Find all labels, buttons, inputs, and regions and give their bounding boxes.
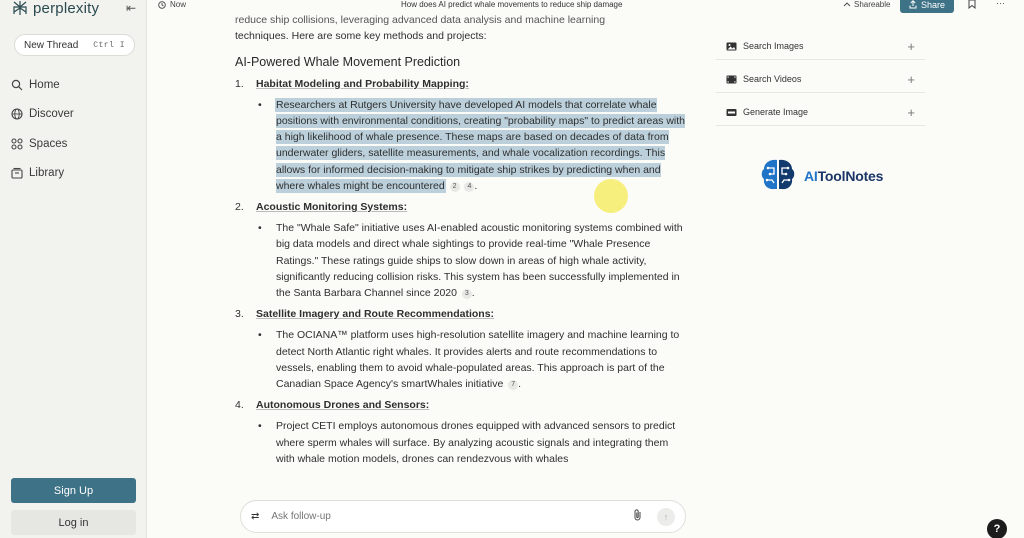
share-link-icon <box>843 1 851 9</box>
citation-badge[interactable]: 2 <box>450 182 460 192</box>
sidebar-item-discover[interactable] <box>11 100 74 130</box>
section-heading: AI-Powered Whale Movement Prediction <box>235 55 461 70</box>
list-item <box>235 397 690 467</box>
wordmark-rest: ToolNotes <box>817 168 884 184</box>
sign-up-button[interactable]: Sign Up <box>11 478 136 503</box>
media-panel <box>716 33 925 132</box>
plus-icon[interactable]: + <box>907 71 915 87</box>
bullet-dot: • <box>258 98 262 111</box>
intro-cut-line: reduce ship collisions, leveraging advanced data analysis and machine learning <box>235 14 606 26</box>
bullet-paragraph <box>235 97 690 194</box>
citation-badge[interactable]: 7 <box>508 380 518 390</box>
list-title-text: Acoustic Monitoring Systems: <box>256 201 408 214</box>
list-number: 3. <box>235 308 244 321</box>
generate-image-label: Generate Image <box>743 107 809 117</box>
list-number: 1. <box>235 77 244 90</box>
answer-content <box>235 12 690 472</box>
bullet-text-block: Researchers at Rutgers University have developed AI models that correlate whale positions with environmental conditions, creating "probability maps" to predict areas with a high likelihood of whale presence. These maps are based on decades of data from underwater gliders, satellite measurements, and whale vocalization recordings. This allows for informed decision-making to mitigate ship strikes by predicting when and where whales might be encountered 2 4 . <box>276 98 685 192</box>
cursor-highlight <box>594 179 628 213</box>
search-icon <box>11 79 23 91</box>
image-icon <box>726 41 737 52</box>
library-icon <box>11 167 23 179</box>
intro-text: techniques. Here are some key methods and projects: <box>235 30 487 43</box>
list-item <box>235 306 690 392</box>
list-number: 4. <box>235 399 244 412</box>
bullet-text-block: The OCIANA™ platform uses high-resolution satellite imagery and machine learning to detect North Atlantic right whales. It provides alerts and route recommendations to vessels, enabling them to avoid whale-populated areas. This approach is part of the Canadian Space Agency's smartWhales initiative 7 . <box>276 329 680 391</box>
sidebar <box>0 0 147 538</box>
list-title-text: Autonomous Drones and Sensors: <box>256 399 430 412</box>
time-label: Now <box>170 0 187 9</box>
submit-arrow-icon[interactable]: ↑ <box>657 508 675 526</box>
list-item-title <box>235 397 690 413</box>
generate-image-icon <box>726 107 737 118</box>
bullet-text-block <box>276 418 686 467</box>
search-videos-button[interactable] <box>716 66 925 93</box>
brand-name: perplexity <box>33 0 100 17</box>
citation-badge[interactable]: 4 <box>464 182 474 192</box>
highlighted-text: Researchers at Rutgers University have developed AI models that correlate whale positions with environmental conditions, creating "probability maps" to predict areas with a high likelihood of whale presence. These maps are based on decades of data from underwater gliders, satellite measurements, and whale vocalization recordings. This allows for informed decision-making to mitigate ship strikes by predicting when and where whales might be encountered <box>276 98 685 192</box>
bullet-paragraph <box>235 327 690 392</box>
upload-icon <box>909 0 917 9</box>
new-thread-label: New Thread <box>24 39 79 51</box>
perplexity-logo-icon <box>12 0 28 16</box>
log-in-button[interactable]: Log in <box>11 510 136 535</box>
list-item <box>235 199 690 301</box>
wordmark-ai: AI <box>804 168 818 184</box>
video-icon <box>726 74 737 85</box>
bullet-text: Project CETI employs autonomous drones equipped with advanced sensors to predict where sperm whales will surface. By analyzing acoustic signals and integrating them with whale motion models, drones can rendezvous with whales <box>276 420 676 465</box>
thread-time <box>158 0 186 9</box>
search-videos-label: Search Videos <box>743 74 802 84</box>
shareable-label: Shareable <box>854 0 891 9</box>
bullet-text: The "Whale Safe" initiative uses AI-enabled acoustic monitoring systems combined with big data models and direct whale sightings to provide real-time "Whale Presence Ratings." These ratings guide ships to slow down in areas of high whale activity, significantly reducing collision risks. This system has been successfully implemented in the Santa Barbara Channel since 2020 <box>276 222 683 300</box>
sidebar-nav <box>11 70 74 188</box>
sidebar-item-home[interactable] <box>11 70 74 100</box>
follow-up-bar <box>240 500 686 533</box>
share-label: Share <box>920 0 946 10</box>
list-item-title <box>235 76 690 92</box>
more-options-icon[interactable]: ··· <box>996 0 1005 8</box>
sidebar-item-library[interactable] <box>11 159 74 189</box>
sidebar-item-label: Discover <box>29 108 74 121</box>
bullet-paragraph <box>235 220 690 301</box>
clock-icon <box>158 1 166 9</box>
list-item-title <box>235 306 690 322</box>
follow-up-input[interactable] <box>271 511 571 522</box>
search-images-label: Search Images <box>743 41 804 51</box>
bookmark-icon[interactable] <box>968 0 976 11</box>
shareable-toggle[interactable] <box>843 0 890 9</box>
bullet-dot: • <box>258 420 262 433</box>
list-title-text: Satellite Imagery and Route Recommendations: <box>256 308 495 321</box>
aitoolnotes-wordmark <box>804 168 883 184</box>
generate-image-button[interactable] <box>716 99 925 126</box>
globe-icon <box>11 108 23 120</box>
sidebar-item-label: Library <box>29 167 65 180</box>
sidebar-item-spaces[interactable] <box>11 129 74 159</box>
bullet-paragraph <box>235 418 690 467</box>
sidebar-item-label: Home <box>29 78 60 91</box>
collapse-sidebar-icon[interactable]: ⇤ <box>126 1 137 15</box>
help-button[interactable]: ? <box>987 519 1007 538</box>
new-thread-button[interactable] <box>14 34 135 56</box>
new-thread-shortcut: Ctrl I <box>93 40 125 50</box>
top-bar <box>148 0 1024 11</box>
brain-circuit-icon <box>758 156 798 196</box>
brand[interactable] <box>12 0 99 16</box>
aitoolnotes-logo <box>758 156 883 196</box>
shuffle-icon[interactable]: ⇄ <box>251 511 260 522</box>
list-number: 2. <box>235 201 244 214</box>
spaces-icon <box>11 138 23 150</box>
list-item <box>235 76 690 194</box>
attach-icon[interactable] <box>633 509 643 524</box>
sidebar-item-label: Spaces <box>29 137 68 150</box>
plus-icon[interactable]: + <box>907 104 915 120</box>
bullet-text-block: The "Whale Safe" initiative uses AI-enabled acoustic monitoring systems combined with big data models and direct whale sightings to provide real-time "Whale Presence Ratings." These ratings guide ships to slow down in areas of high whale activity, significantly reducing collision risks. This system has been successfully implemented in the Santa Barbara Channel since 2020 3 . <box>276 222 683 300</box>
bullet-text: The OCIANA™ platform uses high-resolution satellite imagery and machine learning to detect North Atlantic right whales. It provides alerts and route recommendations to vessels, enabling them to avoid whale-populated areas. This approach is part of the Canadian Space Agency's smartWhales initiative <box>276 329 680 391</box>
citation-badge[interactable]: 3 <box>462 289 472 299</box>
bullet-dot: • <box>258 329 262 342</box>
thread-title: How does AI predict whale movements to reduce ship damage <box>401 0 623 9</box>
intro-paragraph <box>235 12 690 44</box>
bullet-dot: • <box>258 222 262 235</box>
search-images-button[interactable] <box>716 33 925 60</box>
list-title-text: Habitat Modeling and Probability Mapping: <box>256 77 469 90</box>
share-button[interactable] <box>900 0 954 13</box>
plus-icon[interactable]: + <box>907 38 915 54</box>
